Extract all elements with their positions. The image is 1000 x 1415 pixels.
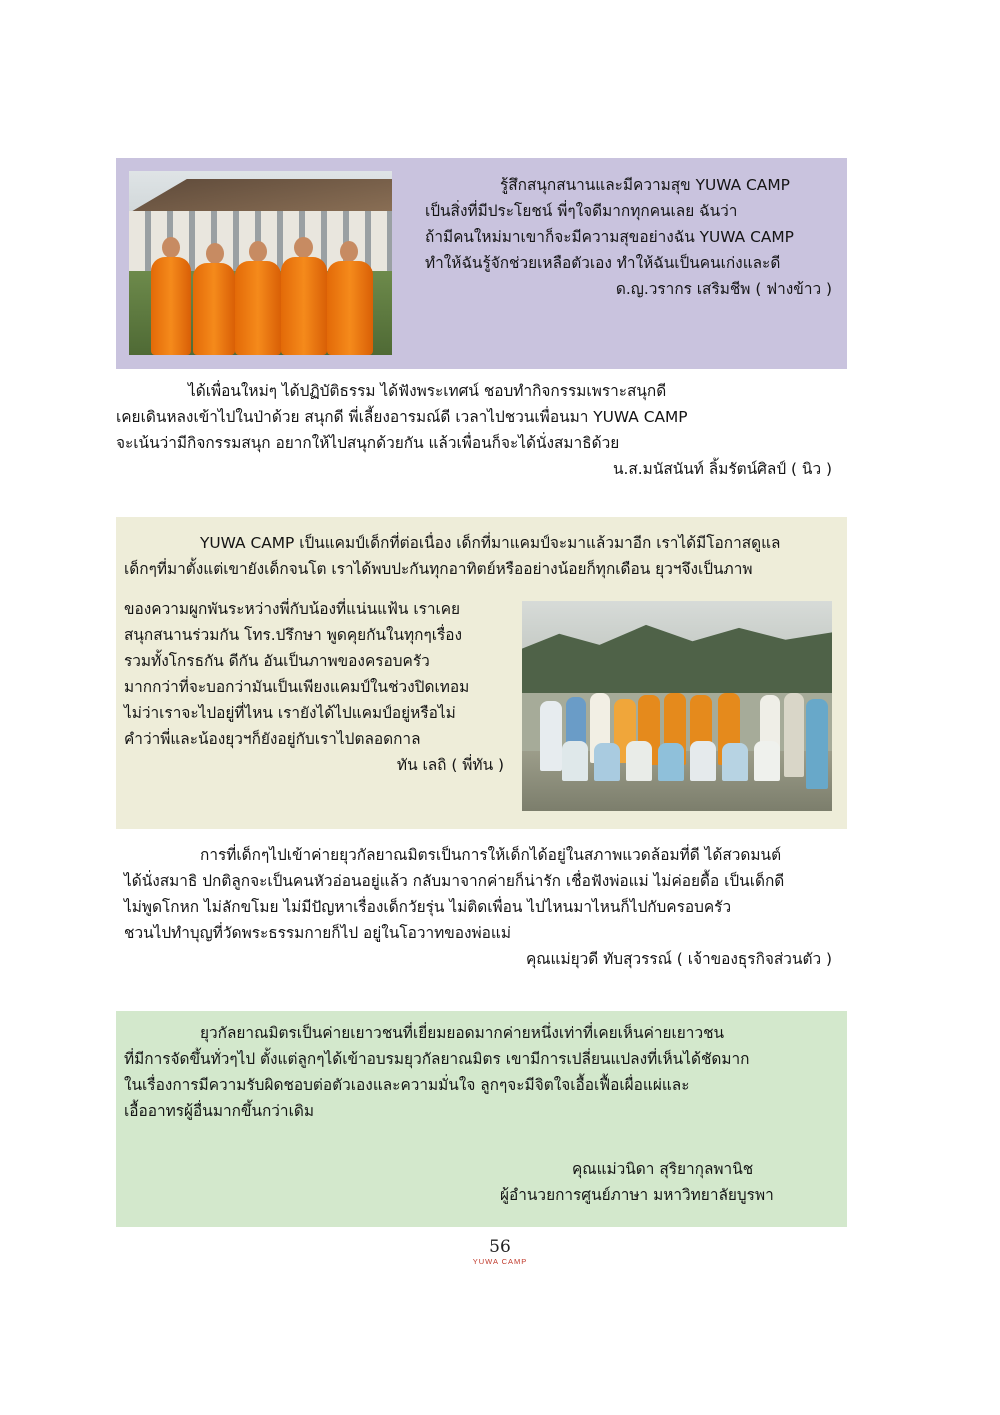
- text-line: รวมทั้งโกรธกัน ดีกัน อันเป็นภาพของครอบครัว: [124, 652, 430, 670]
- text-line: YUWA CAMP เป็นแคมป์เด็กที่ต่อเนื่อง เด็กที่มาแคมป์จะมาแล้วมาอีก เราได้มีโอกาสดูแล: [200, 534, 781, 552]
- signature: ด.ญ.วรากร เสริมชีพ ( ฟางข้าว ): [615, 280, 832, 298]
- testimonial-4-text: [124, 842, 832, 972]
- text-line: ยุวกัลยาณมิตรเป็นค่ายเยาวชนที่เยี่ยมยอดมากค่ายหนึ่งเท่าที่เคยเห็นค่ายเยาวชน: [200, 1024, 725, 1042]
- text-line: การที่เด็กๆไปเข้าค่ายยุวกัลยาณมิตรเป็นการให้เด็กได้อยู่ในสภาพแวดล้อมที่ดี ได้สวดมนต์: [200, 846, 782, 864]
- monk-head: [249, 241, 267, 262]
- text-line: ถ้ามีคนใหม่มาเขาก็จะมีความสุขอย่างฉัน YUWA CAMP: [425, 228, 794, 246]
- testimonial-2-text: [116, 378, 832, 482]
- text-line: มากกว่าที่จะบอกว่ามันเป็นเพียงแคมป์ในช่วงปิดเทอม: [124, 678, 470, 696]
- person-figure: [806, 699, 828, 789]
- page-number: 56: [489, 1237, 511, 1257]
- text-line: เด็กๆที่มาตั้งแต่เขายังเด็กจนโต เราได้พบปะกันทุกอาทิตย์หรืออย่างน้อยก็ทุกเดือน ยุวฯจึงเป็นภาพ: [124, 560, 753, 578]
- text-line: สนุกสนานร่วมกัน โทร.ปรึกษา พูดคุยกันในทุกๆเรื่อง: [124, 626, 463, 644]
- signature: น.ส.มนัสนันท์ ลิ้มรัตน์ศิลป์ ( นิว ): [612, 460, 832, 478]
- monk-head: [206, 243, 224, 264]
- text-line: ไม่พูดโกหก ไม่ลักขโมย ไม่มีปัญหาเรื่องเด็กวัยรุ่น ไม่ติดเพื่อน ไปไหนมาไหนก็ไปกับครอบครัว: [124, 898, 732, 916]
- signature: คุณแม่ยุวดี ทับสุวรรณ์ ( เจ้าของธุรกิจส่วนตัว ): [525, 950, 832, 968]
- monk-figure: [235, 261, 281, 355]
- person-figure: [690, 741, 716, 781]
- text-line: ได้นั่งสมาธิ ปกติลูกจะเป็นคนหัวอ่อนอยู่แล้ว กลับมาจากค่ายก็น่ารัก เชื่อฟังพ่อแม่ ไม่ค่อยดื้อ เป็นเด็กดี: [124, 872, 785, 890]
- text-line: เคยเดินหลงเข้าไปในป่าด้วย สนุกดี พี่เลี้ยงอารมณ์ดี เวลาไปชวนเพื่อนมา YUWA CAMP: [116, 408, 688, 426]
- text-line: เอื้ออาทรผู้อื่นมากขึ้นกว่าเดิม: [124, 1102, 314, 1120]
- text-line: รู้สึกสนุกสนานและมีความสุข YUWA CAMP: [500, 176, 790, 194]
- testimonial-3-text-left: [124, 596, 504, 778]
- person-figure: [626, 741, 652, 781]
- person-figure: [540, 701, 562, 771]
- text-line: คำว่าพี่และน้องยุวฯก็ยังอยู่กับเราไปตลอดกาล: [124, 730, 421, 748]
- testimonial-5-signature: [480, 1156, 810, 1208]
- monk-figure: [193, 263, 235, 355]
- person-figure: [658, 743, 684, 781]
- monk-figure: [327, 261, 373, 355]
- text-line: ชวนไปทำบุญที่วัดพระธรรมกายก็ไป อยู่ในโอวาทของพ่อแม่: [124, 924, 511, 942]
- text-line: ในเรื่องการมีความรับผิดชอบต่อตัวเองและความมั่นใจ ลูกๆจะมีจิตใจเอื้อเฟื้อเผื่อแผ่และ: [124, 1076, 690, 1094]
- person-figure: [784, 693, 804, 777]
- person-figure: [594, 743, 620, 781]
- text-line: จะเน้นว่ามีกิจกรรมสนุก อยากให้ไปสนุกด้วยกัน แล้วเพื่อนก็จะได้นั่งสมาธิด้วย: [116, 434, 620, 452]
- monks-photo: [129, 171, 392, 355]
- text-line: ที่มีการจัดขึ้นทั่วๆไป ตั้งแต่ลูกๆได้เข้าอบรมยุวกัลยาณมิตร เขามีการเปลี่ยนแปลงที่เห็นได้ชัดมาก: [124, 1050, 750, 1068]
- text-line: ไม่ว่าเราจะไปอยู่ที่ไหน เรายังได้ไปแคมป์อยู่หรือไม่: [124, 704, 456, 722]
- monk-figure: [281, 257, 327, 355]
- person-figure: [562, 741, 588, 781]
- signature-name: คุณแม่วนิดา สุริยากุลพานิช: [572, 1160, 754, 1178]
- monk-figure: [151, 257, 191, 355]
- person-figure: [754, 741, 780, 781]
- testimonial-1-text: [420, 172, 832, 302]
- signature: ทัน เลถิ ( พี่ทัน ): [396, 756, 504, 774]
- text-line: ของความผูกพันระหว่างพี่กับน้องที่แน่นแฟ้น เราเคย: [124, 600, 461, 618]
- monk-head: [340, 241, 358, 262]
- monk-head: [294, 237, 313, 258]
- person-figure: [722, 743, 748, 781]
- footer-subtitle: YUWA CAMP: [472, 1257, 528, 1266]
- testimonial-3-text-top: [124, 530, 834, 582]
- text-line: ได้เพื่อนใหม่ๆ ได้ปฏิบัติธรรม ได้ฟังพระเทศน์ ชอบทำกิจกรรมเพราะสนุกดี: [188, 382, 667, 400]
- text-line: เป็นสิ่งที่มีประโยชน์ พี่ๆใจดีมากทุกคนเลย ฉันว่า: [425, 202, 738, 220]
- monk-head: [162, 237, 180, 258]
- signature-title: ผู้อำนวยการศูนย์ภาษา มหาวิทยาลัยบูรพา: [500, 1186, 774, 1204]
- text-line: ทำให้ฉันรู้จักช่วยเหลือตัวเอง ทำให้ฉันเป็นคนเก่งและดี: [425, 254, 781, 272]
- group-photo: [522, 601, 832, 811]
- testimonial-5-text: [124, 1020, 832, 1124]
